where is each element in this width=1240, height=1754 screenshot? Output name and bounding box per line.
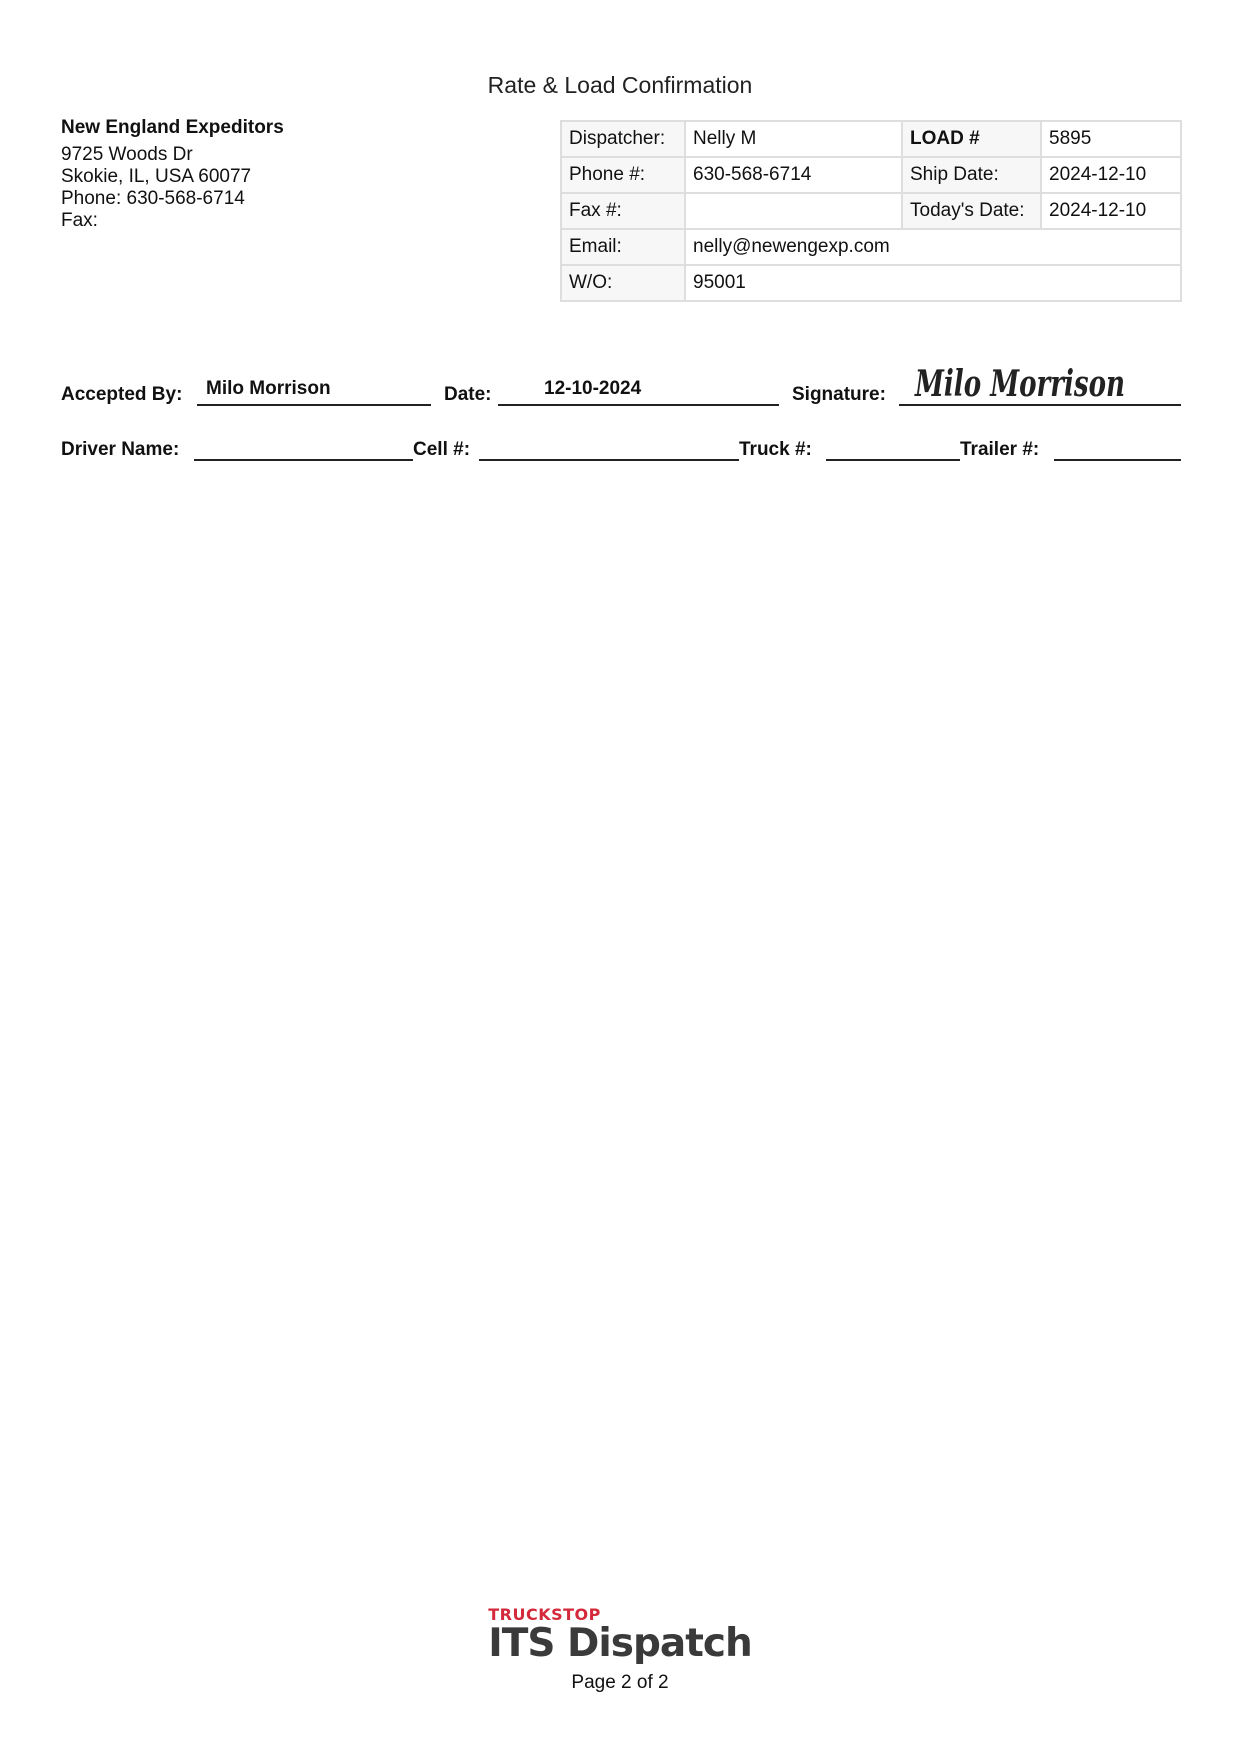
email-label: Email: [561, 229, 685, 265]
cell-label: Cell #: [413, 439, 471, 460]
table-row [561, 265, 1181, 301]
driver-name-field[interactable] [194, 431, 413, 461]
accepted-by-value: Milo Morrison [206, 378, 331, 399]
load-number-label: LOAD # [902, 121, 1041, 157]
svg-text:Milo Morrison: Milo Morrison [913, 363, 1125, 405]
signature-image [899, 352, 1139, 408]
dispatcher-label: Dispatcher: [561, 121, 685, 157]
date-value: 12-10-2024 [544, 378, 642, 399]
company-address-line2: Skokie, IL, USA 60077 [61, 166, 252, 187]
load-info-table [560, 120, 1182, 302]
ship-date-label: Ship Date: [902, 157, 1041, 193]
table-row [561, 193, 1181, 229]
document-title: Rate & Load Confirmation [487, 72, 753, 98]
logo-main-text: ITS Dispatch [488, 1621, 752, 1666]
work-order-label: W/O: [561, 265, 685, 301]
phone-label: Phone #: [561, 157, 685, 193]
email-value: nelly@newengexp.com [685, 229, 1181, 265]
truck-label: Truck #: [739, 439, 812, 460]
signature-label: Signature: [792, 384, 886, 405]
fax-label: Fax #: [561, 193, 685, 229]
company-fax: Fax: [61, 210, 98, 231]
table-row [561, 121, 1181, 157]
work-order-value: 95001 [685, 265, 1181, 301]
load-number-value: 5895 [1041, 121, 1181, 157]
todays-date-value: 2024-12-10 [1041, 193, 1181, 229]
driver-name-label: Driver Name: [61, 439, 180, 460]
table-row [561, 157, 1181, 193]
todays-date-label: Today's Date: [902, 193, 1041, 229]
accepted-by-field[interactable] [197, 376, 431, 406]
date-field[interactable] [498, 376, 779, 406]
cell-field[interactable] [479, 431, 739, 461]
date-label: Date: [444, 384, 492, 405]
ship-date-value: 2024-12-10 [1041, 157, 1181, 193]
acceptance-row [61, 356, 1181, 406]
fax-value [685, 193, 902, 229]
its-dispatch-logo [0, 1605, 1240, 1664]
signature-field[interactable] [899, 362, 1181, 406]
trailer-field[interactable] [1054, 431, 1181, 461]
company-address-line1: 9725 Woods Dr [61, 144, 193, 165]
page-number: Page 2 of 2 [571, 1672, 669, 1693]
trailer-label: Trailer #: [960, 439, 1040, 460]
company-block [61, 117, 284, 232]
phone-value: 630-568-6714 [685, 157, 902, 193]
truck-field[interactable] [826, 431, 960, 461]
company-name: New England Expeditors [61, 117, 284, 138]
driver-row [61, 411, 1181, 461]
table-row [561, 229, 1181, 265]
dispatcher-value: Nelly M [685, 121, 902, 157]
company-phone: Phone: 630-568-6714 [61, 188, 245, 209]
accepted-by-label: Accepted By: [61, 384, 183, 405]
logo-top-text: TRUCKSTOP [488, 1605, 601, 1624]
